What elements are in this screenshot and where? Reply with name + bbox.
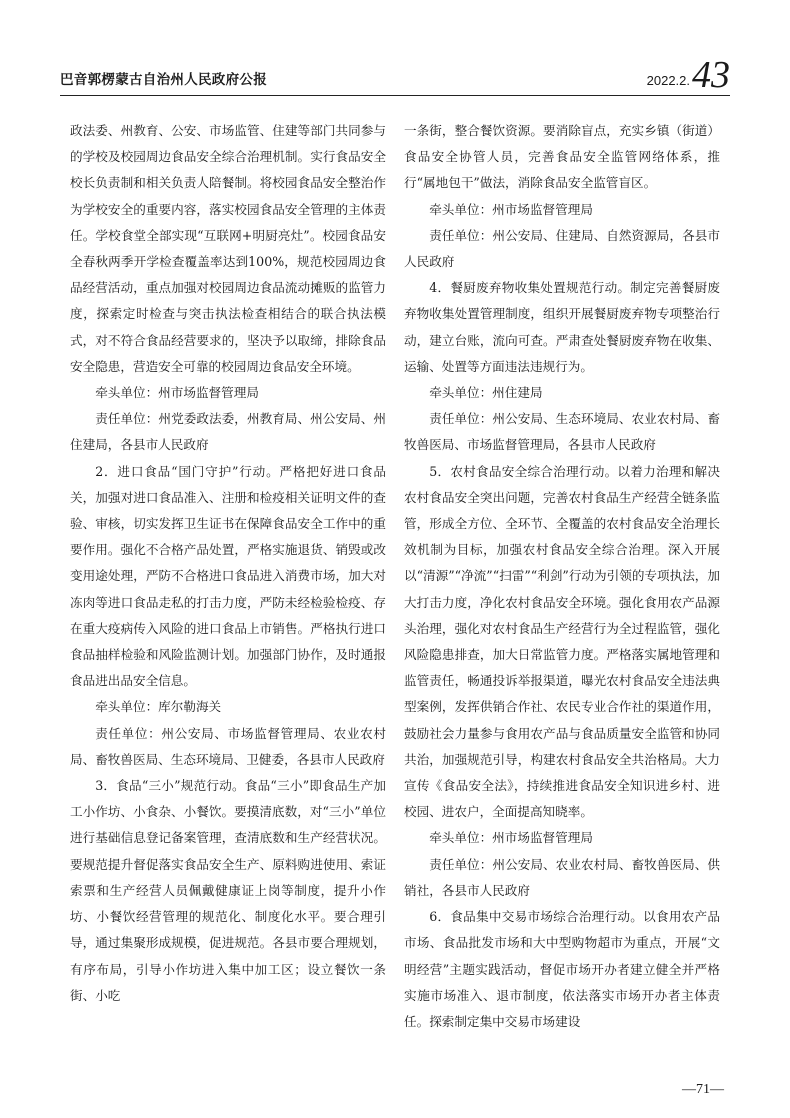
left-column bbox=[70, 118, 386, 1009]
lead-unit: 牵头单位：州住建局 bbox=[429, 385, 543, 401]
paragraph: 3．食品“三小”规范行动。食品“三小”即食品生产加工小作坊、小食杂、小餐饮。要摸清底数，对“三小”单位进行基础信息登记备案管理，查清底数和生产经营状况。要规范提升督促落实食品安全生产、原料购进使用、索证索票和生产经营人员佩戴健康证上岗等制度，提升小作坊、小餐饮经营管理的规范化、制度化水平。要合理引导，通过集聚形成规模，促进规范。各县市要合理规划，有序布局，引导小作坊进入集中加工区；设立餐饮一条街、小吃 bbox=[70, 778, 386, 1003]
responsible-units: 责任单位：州公安局、生态环境局、农业农村局、畜牧兽医局、市场监督管理局，各县市人民政府 bbox=[404, 411, 720, 453]
issue-date: 2022.2. bbox=[646, 73, 690, 88]
publication-title: 巴音郭楞蒙古自治州人民政府公报 bbox=[60, 72, 267, 88]
lead-unit: 牵头单位：州市场监督管理局 bbox=[95, 385, 259, 401]
lead-unit: 牵头单位：库尔勒海关 bbox=[95, 699, 222, 715]
paragraph: 政法委、州教育、公安、市场监管、住建等部门共同参与的学校及校园周边食品安全综合治理机制。实行食品安全校长负责制和相关负责人陪餐制。将校园食品安全整治作为学校安全的重要内容，落实校园食品安全管理的主体责任。学校食堂全部实现“互联网+明厨亮灶”。校园食品安全春秋两季开学检查覆盖率达到100%，规范校园周边食品经营活动，重点加强对校园周边食品流动摊贩的监管力度，探索定时检查与突击执法检查相结合的联合执法模式，对不符合食品经营要求的，坚决予以取缔，排除食品安全隐患，营造安全可靠的校园周边食品安全环境。 bbox=[70, 123, 386, 374]
header-divider bbox=[60, 95, 730, 96]
right-column bbox=[404, 118, 720, 1035]
responsible-units: 责任单位：州党委政法委，州教育局、州公安局、州住建局，各县市人民政府 bbox=[70, 411, 386, 453]
paragraph: 5．农村食品安全综合治理行动。以着力治理和解决农村食品安全突出问题，完善农村食品生产经营全链条监管，形成全方位、全环节、全覆盖的农村食品安全治理长效机制为目标，加强农村食品安全综合治理。深入开展以“清源”“净流”“扫雷”“利剑”行动为引领的专项执法，加大打击力度，净化农村食品安全环境。强化食用农产品源头治理，强化对农村食品生产经营行为全过程监管，强化风险隐患排查，加大日常监管力度。严格落实属地管理和监管责任，畅通投诉举报渠道，曝光农村食品安全违法典型案例，发挥供销合作社、农民专业合作社的渠道作用，鼓励社会力量参与食用农产品与食品质量安全监管和协同共治，加强规范引导，构建农村食品安全共治格局。大力宣传《食品安全法》，持续推进食品安全知识进乡村、进校园、进农户，全面提高知晓率。 bbox=[404, 463, 720, 820]
page-header bbox=[60, 56, 730, 96]
paragraph: 一条街，整合餐饮资源。要消除盲点，充实乡镇（街道）食品安全协管人员，完善食品安全监管网络体系，推行“属地包干”做法，消除食品安全监管盲区。 bbox=[404, 123, 720, 191]
lead-unit: 牵头单位：州市场监督管理局 bbox=[429, 830, 593, 846]
paragraph: 2．进口食品“国门守护”行动。严格把好进口食品关，加强对进口食品准入、注册和检疫相关证明文件的查验、审核，切实发挥卫生证书在保障食品安全工作中的重要作用。强化不合格产品处置，严格实施退货、销毁或改变用途处理，严防不合格进口食品进入消费市场，加大对冻肉等进口食品走私的打击力度，严防未经检验检疫、存在重大疫病传入风险的进口食品上市销售。严格执行进口食品抽样检验和风险监测计划。加强部门协作，及时通报食品进出品安全信息。 bbox=[70, 463, 386, 689]
responsible-units: 责任单位：州公安局、住建局、自然资源局，各县市人民政府 bbox=[404, 227, 720, 270]
paragraph: 4．餐厨废弃物收集处置规范行动。制定完善餐厨废弃物收集处置管理制度，组织开展餐厨废弃物专项整治行动，建立台账，流向可查。严肃查处餐厨废弃物在收集、运输、处置等方面违法违规行为。 bbox=[404, 280, 720, 374]
page-number: —71— bbox=[682, 1082, 724, 1097]
responsible-units: 责任单位：州公安局、市场监督管理局、农业农村局、畜牧兽医局、生态环境局、卫健委，各县市人民政府 bbox=[70, 725, 386, 767]
paragraph: 6．食品集中交易市场综合治理行动。以食用农产品市场、食品批发市场和大中型购物超市为重点，开展“文明经营”主题实践活动，督促市场开办者建立健全并严格实施市场准入、退市制度，依法落实市场开办者主体责任。探索制定集中交易市场建设 bbox=[404, 909, 720, 1029]
responsible-units: 责任单位：州公安局、农业农村局、畜牧兽医局、供销社，各县市人民政府 bbox=[404, 856, 720, 898]
issue-number: 43 bbox=[692, 54, 730, 96]
lead-unit: 牵头单位：州市场监督管理局 bbox=[429, 201, 593, 217]
